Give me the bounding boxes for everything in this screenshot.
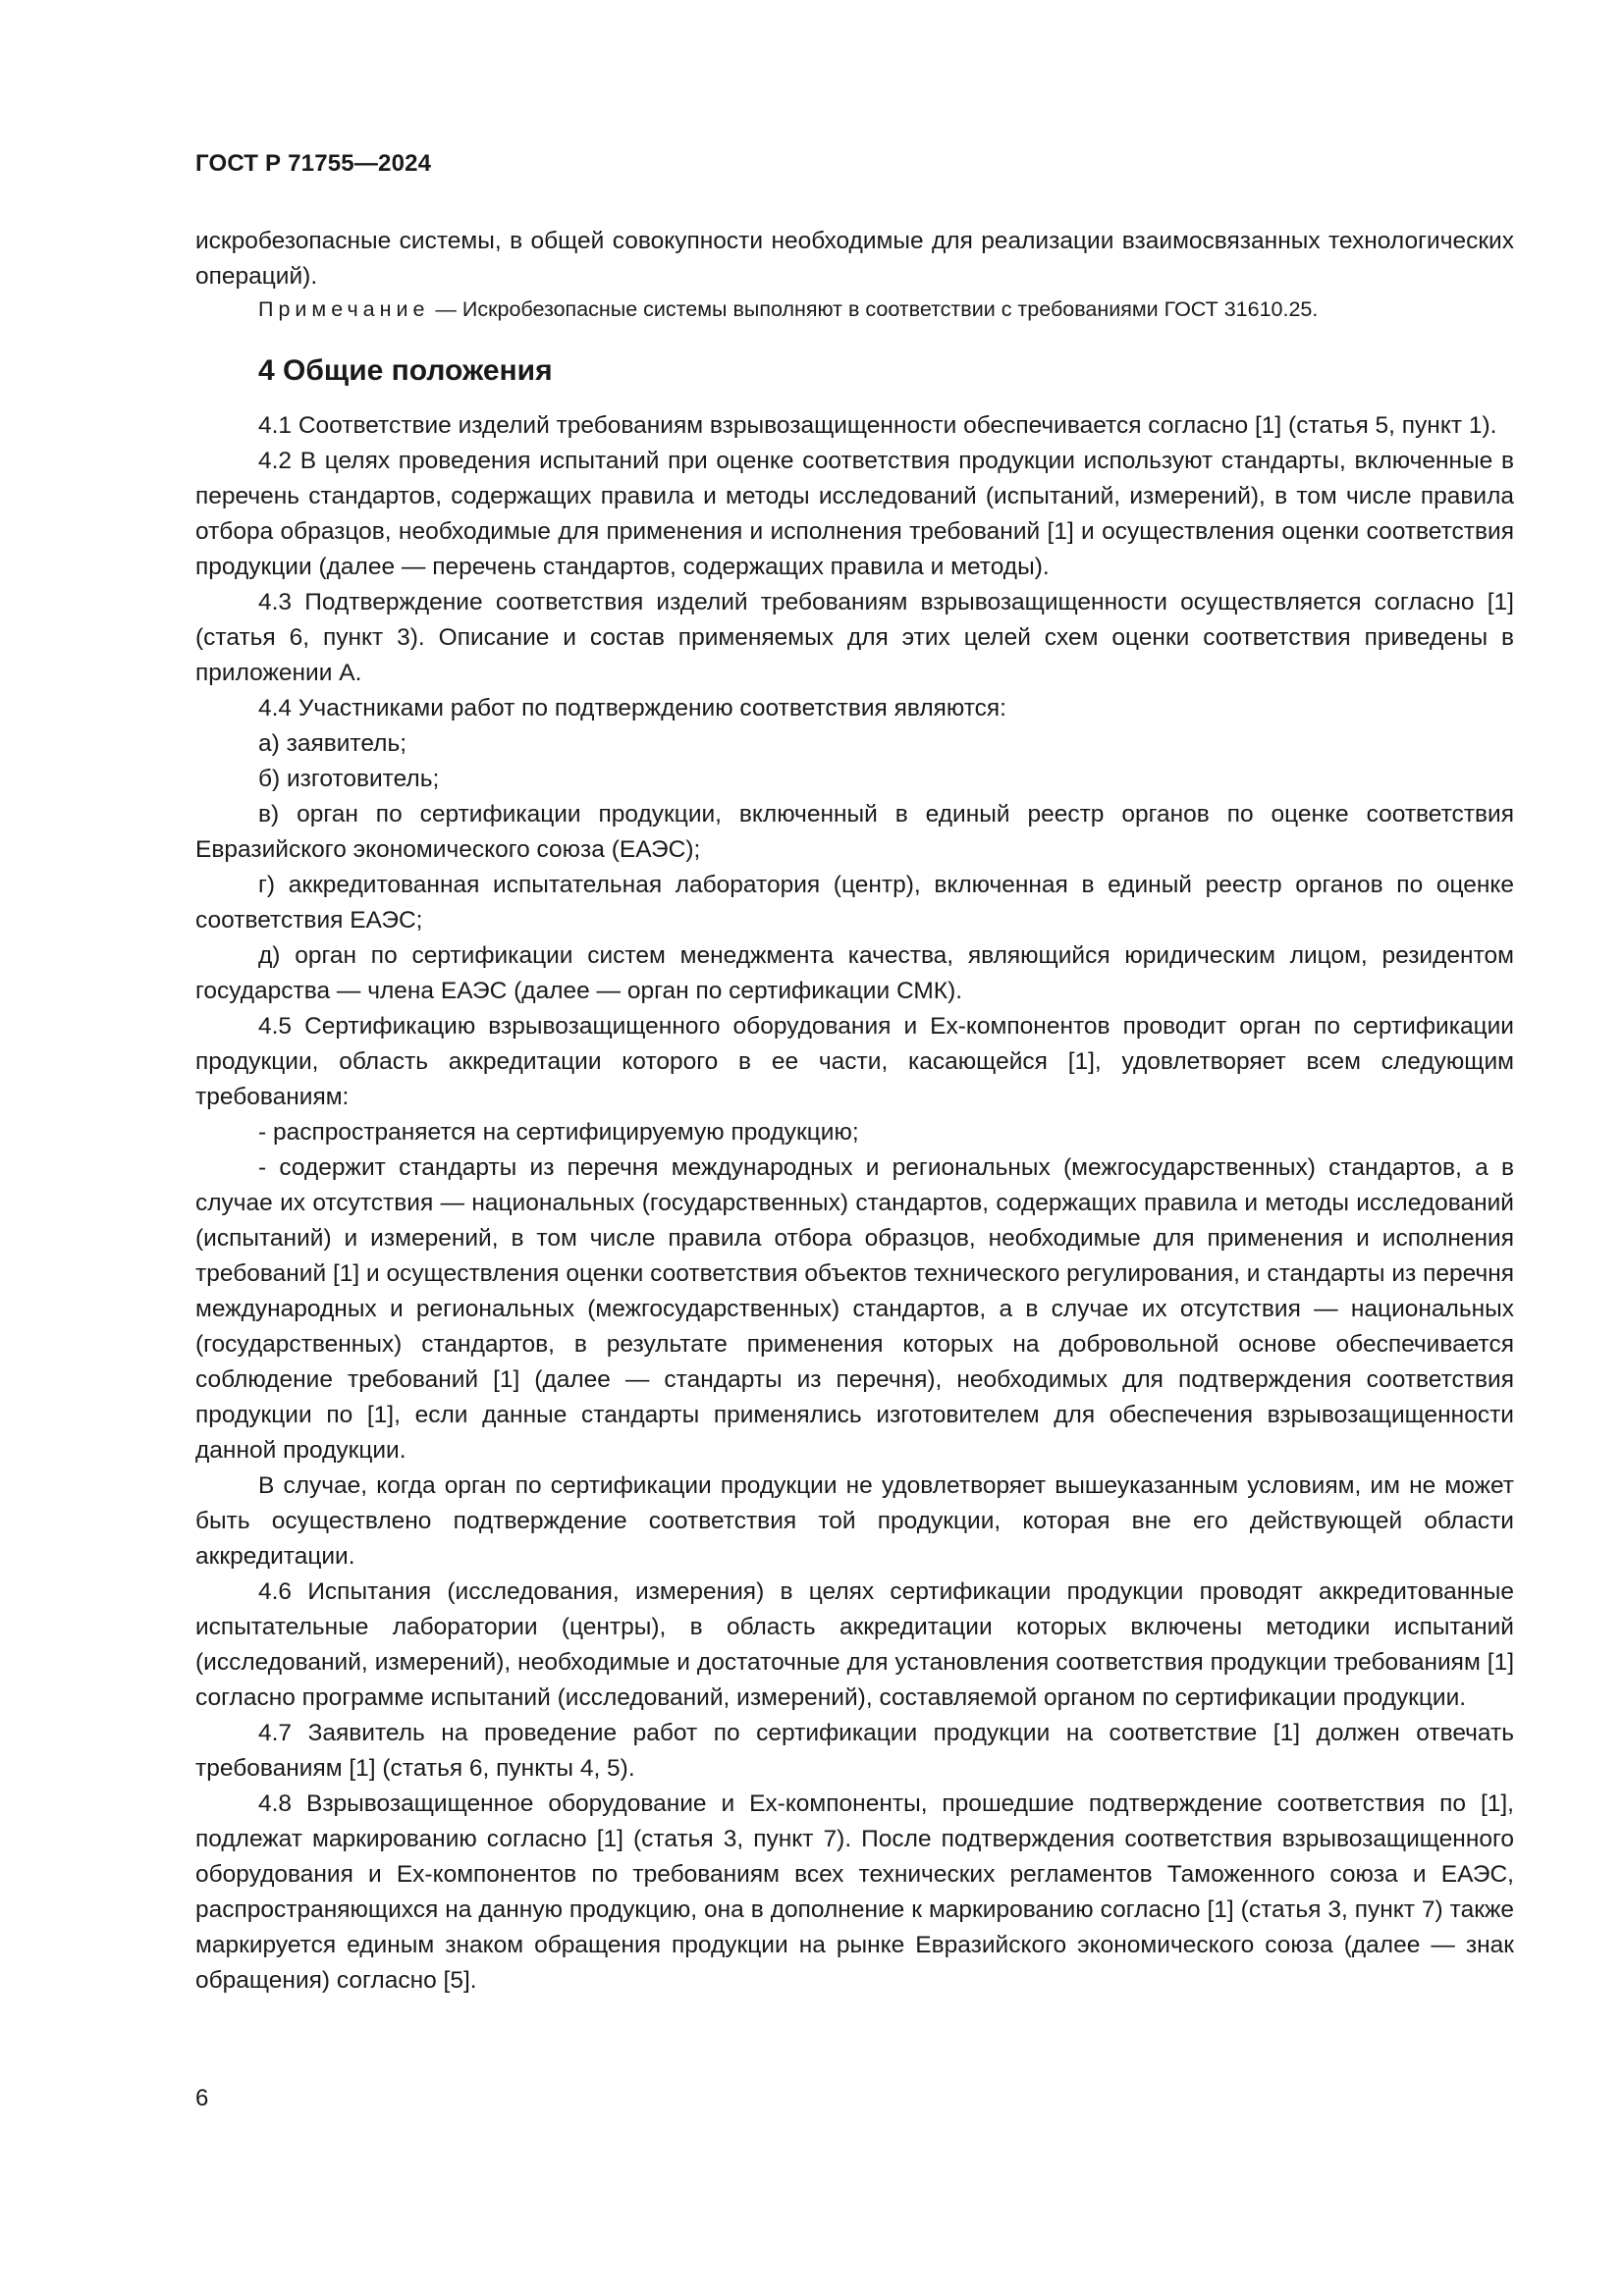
list-item-a: а) заявитель; [258, 730, 407, 757]
section-heading: 4 Общие положения [258, 354, 553, 387]
paragraph-4-6: 4.6 Испытания (исследования, измерения) в целях сертификации продукции проводят аккредитованные испытательные лаборатории (центры), в область аккредитации которых включены методики испытаний (исследований, измерений), необходимые и достаточные для установления соответствия продукции требованиям [1] согласно программе испытаний (исследований, измерений), составляемой органом по сертификации продукции. [195, 1578, 1514, 1711]
paragraph-4-7: 4.7 Заявитель на проведение работ по сертификации продукции на соответствие [1] должен отвечать требованиям [1] (статья 6, пункты 4, 5). [195, 1720, 1514, 1782]
page-number: 6 [195, 2085, 209, 2111]
paragraph-4-5-note: В случае, когда орган по сертификации продукции не удовлетворяет вышеуказанным условиям, им не может быть осуществлено подтверждение соответствия той продукции, которая вне его действующей области аккредитации. [195, 1472, 1514, 1570]
dash-item-1: - распространяется на сертифицируемую продукцию; [258, 1119, 859, 1146]
paragraph-4-5: 4.5 Сертификацию взрывозащищенного оборудования и Ex-компонентов проводит орган по сертификации продукции, область аккредитации которого в ее части, касающейся [1], удовлетворяет всем следующим требованиям: [195, 1013, 1514, 1110]
page-body [195, 224, 1514, 1999]
list-item-v: в) орган по сертификации продукции, включенный в единый реестр органов по оценке соответствия Евразийского экономического союза (ЕАЭС); [195, 801, 1514, 863]
paragraph-4-2: 4.2 В целях проведения испытаний при оценке соответствия продукции используют стандарты, включенные в перечень стандартов, содержащих правила и методы исследований (испытаний, измерений), в том числе правила отбора образцов, необходимые для применения и исполнения требований [1] и осуществления оценки соответствия продукции (далее — перечень стандартов, содержащих правила и методы). [195, 448, 1514, 580]
list-item-b: б) изготовитель; [258, 766, 440, 792]
paragraph-4-1: 4.1 Соответствие изделий требованиям взрывозащищенности обеспечивается согласно [1] (статья 5, пункт 1). [258, 412, 1497, 439]
document-header: ГОСТ Р 71755—2024 [195, 150, 432, 177]
paragraph-4-3: 4.3 Подтверждение соответствия изделий требованиям взрывозащищенности осуществляется согласно [1] (статья 6, пункт 3). Описание и состав применяемых для этих целей схем оценки соответствия приведены в приложении А. [195, 589, 1514, 686]
note [195, 294, 1514, 324]
dash-item-2: - содержит стандарты из перечня международных и региональных (межгосударственных) стандартов, а в случае их отсутствия — национальных (государственных) стандартов, содержащих правила и методы исследований (испытаний) и измерений, в том числе правила отбора образцов, необходимые для применения и исполнения требований [1] и осуществления оценки соответствия объектов технического регулирования, и стандарты из перечня международных и региональных (межгосударственных) стандартов, а в случае их отсутствия — национальных (государственных) стандартов, в результате применения которых на добровольной основе обеспечивается соблюдение требований [1] (далее — стандарты из перечня), необходимых для подтверждения соответствия продукции по [1], если данные стандарты применялись изготовителем для обеспечения взрывозащищенности данной продукции. [195, 1154, 1514, 1464]
note-label: Примечание [258, 297, 430, 321]
list-item-d: д) орган по сертификации систем менеджмента качества, являющийся юридическим лицом, резидентом государства — члена ЕАЭС (далее — орган по сертификации СМК). [195, 942, 1514, 1004]
paragraph-4-8: 4.8 Взрывозащищенное оборудование и Ex-компоненты, прошедшие подтверждение соответствия по [1], подлежат маркированию согласно [1] (статья 3, пункт 7). После подтверждения соответствия взрывозащищенного оборудования и Ex-компонентов по требованиям всех технических регламентов Таможенного союза и ЕАЭС, распространяющихся на данную продукцию, она в дополнение к маркированию согласно [1] (статья 3, пункт 7) также маркируется единым знаком обращения продукции на рынке Евразийского экономического союза (далее — знак обращения) согласно [5]. [195, 1790, 1514, 1994]
paragraph-4-4: 4.4 Участниками работ по подтверждению соответствия являются: [258, 695, 1006, 721]
continuation-paragraph: искробезопасные системы, в общей совокупности необходимые для реализации взаимосвязанных технологических операций). [195, 228, 1514, 290]
note-text: — Искробезопасные системы выполняют в соответствии с требованиями ГОСТ 31610.25. [429, 297, 1319, 321]
list-item-g: г) аккредитованная испытательная лаборатория (центр), включенная в единый реестр органов по оценке соответствия ЕАЭС; [195, 872, 1514, 934]
